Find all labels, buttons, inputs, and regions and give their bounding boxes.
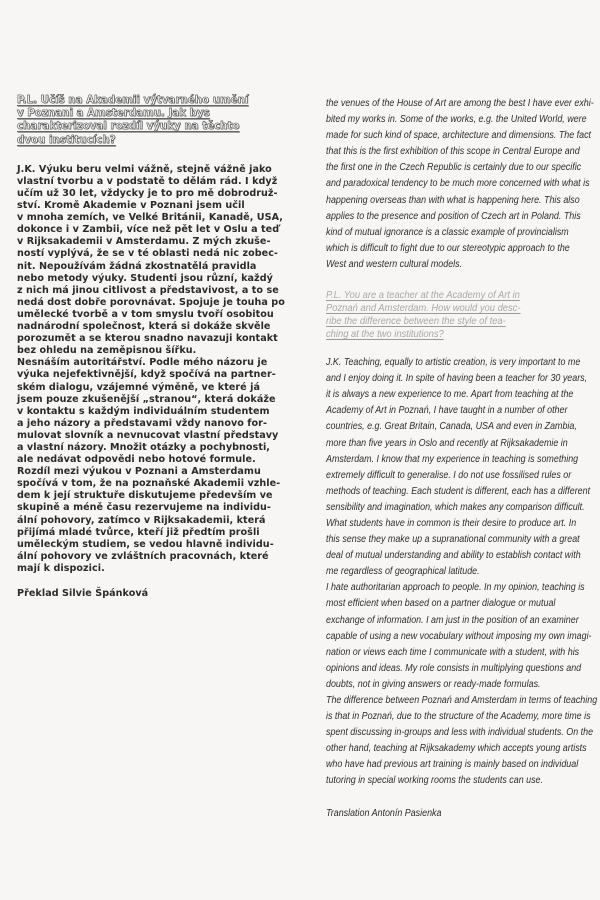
text-line: bez ohledu na zeměpisnou šířku.: [17, 345, 197, 357]
text-line: nit. Nepoužívám žádná zkostnatělá pravidla: [17, 260, 257, 272]
text-line: methods of teaching. Each student is different, each has a different: [326, 485, 591, 497]
text-line: deal of mutual understanding and ability to establish contact with: [326, 550, 581, 562]
text-line: jsem pouze zkušenější „stranou“, která dokáže: [17, 393, 276, 405]
text-line: and paradoxical tendency to be much more concerned with what is: [326, 178, 590, 190]
text-line: applies to the presence and position of Czech art in Poland. This: [326, 210, 581, 222]
text-line: made for such kind of space, architecture and dimensions. The fact: [326, 130, 592, 142]
question-line: v Poznani a Amsterdamu. Jak bys: [17, 108, 210, 120]
text-line: ální pohovory ve zvláštních pracovnách, které: [17, 550, 269, 562]
text-line: Amsterdam. I know that my experience in teaching is something: [326, 453, 579, 465]
text-line: ností vyplývá, že se v té oblasti nedá nic zobec-: [17, 248, 278, 260]
text-line: nadnárodní společnost, která si dokáže skvěle: [17, 321, 271, 333]
text-line: nation or views each time I communicate with a student, with his: [326, 646, 580, 658]
text-line: v Rijksakademii v Amsterdamu. Z mých zkuše-: [17, 236, 271, 248]
question-line: ribe the difference between the style of tea-: [326, 316, 506, 328]
text-line: that this is the first exhibition of this scope in Central Europe and: [326, 146, 580, 158]
english-question-heading: [326, 289, 587, 341]
text-line: ální pohovory, zatímco v Rijksakademii, která: [17, 514, 266, 526]
text-line: dokonce i v Zambii, více než pět let v Oslu a teď: [17, 224, 280, 236]
question-line: P.L. You are a teacher at the Academy of Art in: [326, 290, 520, 302]
text-line: výuka nejefektivnější, když spočívá na partner-: [17, 369, 276, 381]
text-line: opinions and ideas. My role consists in multiplying questions and: [326, 662, 582, 674]
translator-credit-czech: Překlad Silvie Špánková: [17, 588, 149, 599]
czech-column: [17, 94, 307, 600]
text-line: spočívá v tom, že na poznaňské Akademii vzhle-: [17, 478, 281, 490]
text-line: who have had previous art training is mainly based on individual: [326, 759, 579, 771]
text-line: z nich má jinou citlivost a představivost, a to se: [17, 284, 279, 296]
text-line: exchange of information. I am just in the position of an examiner: [326, 614, 579, 626]
question-line: dvou institucích?: [17, 134, 116, 146]
text-line: extremely difficult to generalise. I do not use fossilised rules or: [326, 469, 572, 481]
text-line: skupině a méně času rezervujeme na individu-: [17, 502, 271, 514]
text-line: vlastní tvorbu a v podstatě to dělám rád. I když: [17, 175, 278, 187]
text-line: is that in Poznań, due to the structure of the Academy, more time is: [326, 711, 591, 723]
question-line: Poznań and Amsterdam. How would you desc-: [326, 303, 521, 315]
text-line: most efficient when based on a partner dialogue or mutual: [326, 598, 556, 610]
text-line: tutoring in special working rooms the students can use.: [326, 775, 543, 787]
text-line: countries, e.g. Great Britain, Canada, USA and even in Zambia,: [326, 421, 577, 433]
text-line: v mnoha zemích, ve Velké Británii, Kanadě, USA,: [17, 212, 283, 224]
text-line: v kontaktu s každým individuálním studentem: [17, 405, 270, 417]
text-line: the venues of the House of Art are among the best I have ever exhi-: [326, 98, 594, 109]
text-line: přijímá mladé tvůrce, kteří již předtím prošli: [17, 526, 260, 538]
text-line: mají k dispozici.: [17, 562, 105, 574]
text-line: What students have in common is their desire to produce art. In: [326, 517, 577, 529]
text-line: it is always a new experience to me. Apart from teaching at the: [326, 389, 574, 401]
text-line: I hate authoritarian approach to people. In my opinion, teaching is: [326, 582, 585, 594]
text-line: ství. Kromě Akademie v Poznani jsem učil: [17, 200, 245, 212]
text-line: the first one in the Czech Republic is certainly due to our specific: [326, 162, 582, 174]
text-line: porozumět a se kterou snadno navazuji kontakt: [17, 333, 278, 345]
text-line: Rozdíl mezi výukou v Poznani a Amsterdamu: [17, 466, 261, 478]
text-line: doubts, not in giving answers or ready-made formulas.: [326, 678, 541, 690]
text-line: a vlastní názory. Množit otázky a pochybnosti,: [17, 441, 270, 453]
text-line: The difference between Poznań and Amsterdam in terms of teaching: [326, 695, 598, 706]
text-line: J.K. Teaching, equally to artistic creation, is very important to me: [326, 357, 581, 369]
text-line: spent discussing in-groups and less with individual students. On the: [326, 727, 594, 739]
spacer: [326, 273, 587, 289]
translator-credit-english: Translation Antonín Pasienka: [326, 807, 442, 819]
text-line: other hand, teaching at Rijksakademy which accepts young artists: [326, 743, 587, 755]
text-line: dem k její struktuře diskutujeme především ve: [17, 490, 273, 502]
english-answer-text: [326, 355, 598, 790]
text-line: Academy of Art in Poznań, I have taught in a number of other: [326, 405, 568, 417]
text-line: umělecké tvorbě a v tom smyslu tvoří osobitou: [17, 308, 274, 320]
question-line: P.L. Učíš na Akademii výtvarného umění: [17, 95, 249, 106]
text-line: a jeho názory a představami vždy nanovo for-: [17, 417, 267, 429]
text-line: učím už 30 let, vždycky je to pro mě dobrodruž-: [17, 188, 278, 199]
text-line: Nesnáším autoritářství. Podle mého názoru je: [17, 357, 268, 369]
english-column: [326, 96, 598, 822]
text-line: J.K. Výuku beru velmi vážně, stejně vážně jako: [17, 163, 272, 175]
text-line: sensibility and imagination, which makes any comparison difficult.: [326, 501, 585, 513]
text-line: nedá dost dobře porovnávat. Spojuje je touha po: [17, 296, 285, 308]
question-line: charakterizoval rozdíl výuky na těchto: [17, 121, 240, 133]
text-line: this sense they make up a supranational community with a great: [326, 534, 580, 546]
english-intro-text: [326, 96, 594, 273]
text-line: West and western cultural models.: [326, 258, 463, 270]
text-line: happening overseas than with what is happening here. This also: [326, 194, 580, 206]
text-line: uměleckým studiem, se vedou hlavně individu-: [17, 538, 274, 550]
text-line: me regardless of geographical latitude.: [326, 566, 480, 578]
text-line: more than five years in Oslo and recently at Rijksakademie in: [326, 437, 568, 449]
text-line: capable of using a new vocabulary without imposing my own imagi-: [326, 630, 592, 642]
text-line: ale nedávat odpovědi nebo hotové formule.: [17, 454, 256, 466]
text-line: nebo metody výuky. Studenti jsou různí, každý: [17, 272, 273, 284]
text-line: kind of mutual ignorance is a classic example of provincialism: [326, 226, 569, 238]
text-line: and I enjoy doing it. In spite of having been a teacher for 30 years,: [326, 373, 588, 385]
czech-question-heading: [17, 94, 307, 147]
czech-answer-text: [17, 164, 307, 575]
text-line: ském dialogu, vzájemné výměně, ve které já: [17, 381, 260, 393]
text-line: which is difficult to fight due to our stereotypic approach to the: [326, 242, 570, 254]
text-line: bited my works in. Some of the works, e.g. the United World, were: [326, 114, 587, 126]
text-line: mulovat slovník a nevnucovat vlastní představy: [17, 429, 279, 441]
question-line: ching at the two institutions?: [326, 329, 444, 341]
